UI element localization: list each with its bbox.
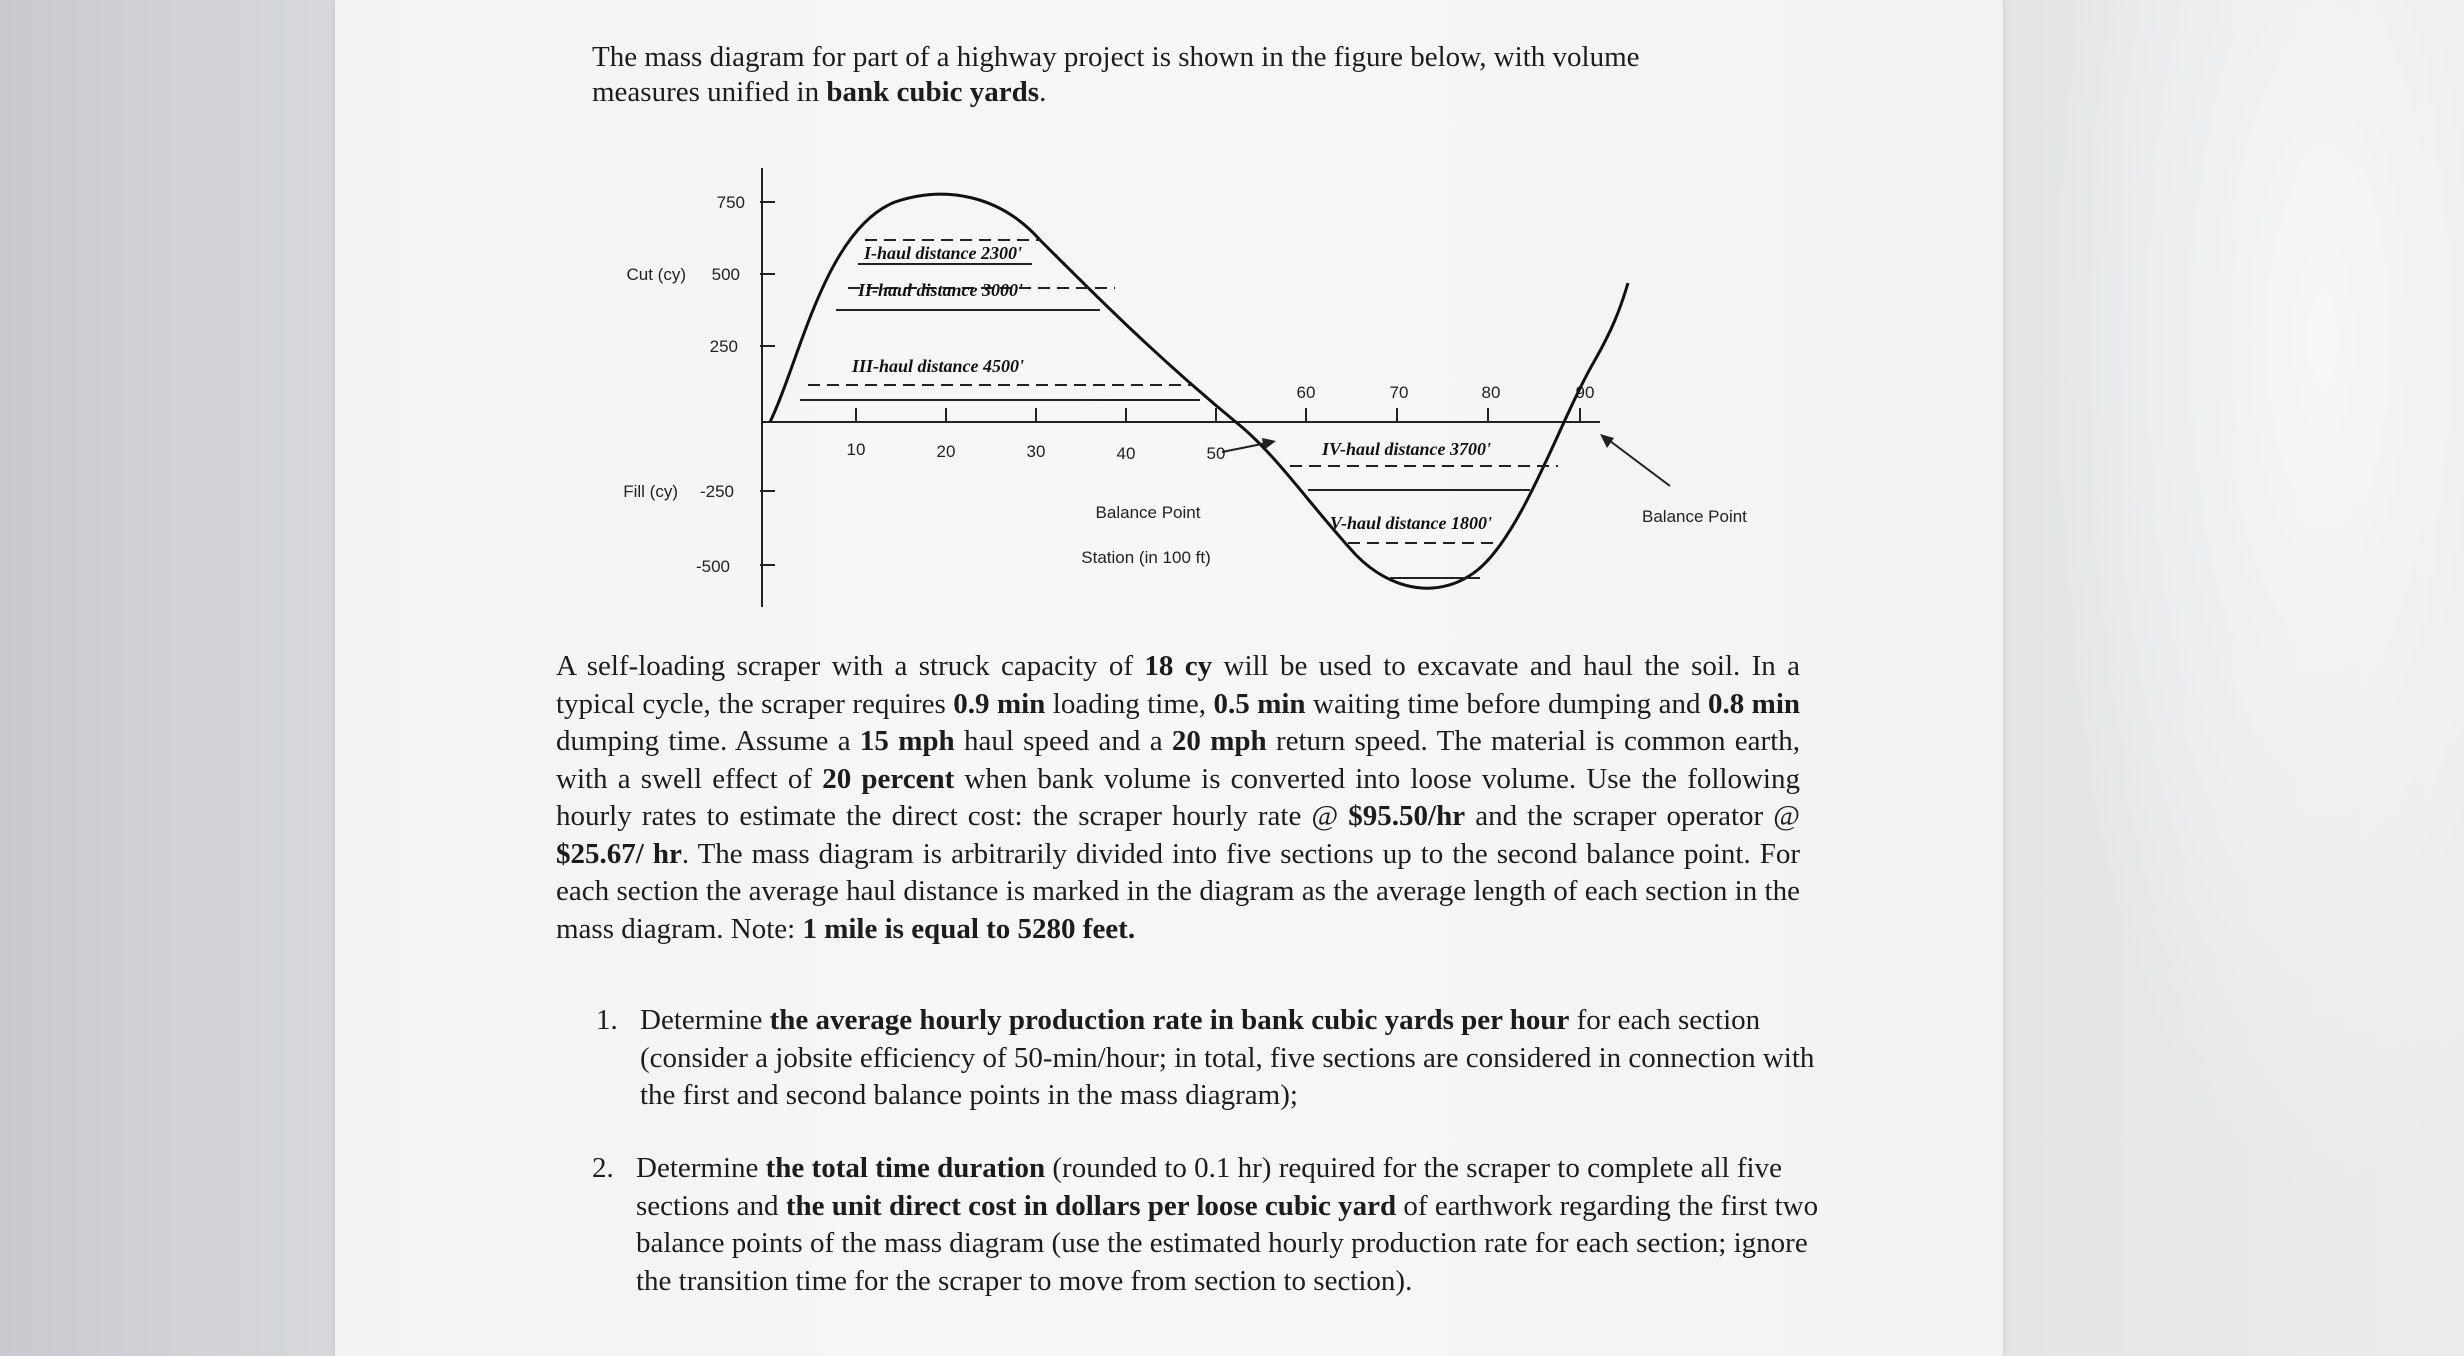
intro-text-1: The mass diagram for part of a highway project is shown in the figure below, with volume measures unified in (592, 41, 1640, 108)
question-1-bold-1: the average hourly production rate in bank cubic yards per hour (769, 1004, 1570, 1036)
intro-paragraph (592, 40, 1742, 110)
question-1-text-1: Determine (640, 1004, 770, 1036)
body-text-1: A self-loading scraper with a struck capacity of (556, 650, 1145, 682)
body-text-4: waiting time before dumping and (1305, 687, 1708, 720)
intro-bold-1: bank cubic yards (826, 76, 1040, 108)
haul-label-5: V-haul distance 1800' (1330, 513, 1493, 533)
balance-point-2-label: Balance Point (1642, 507, 1747, 526)
mass-diagram-figure (600, 160, 1747, 620)
haul-label-2: II-haul distance 3000' (858, 280, 1024, 300)
x-label-80: 80 (1481, 383, 1501, 402)
question-2-text-2: (rounded to 0.1 hr) required for the scraper to complete all five sections and (636, 1152, 1782, 1222)
balance-arrow-1-head (1262, 438, 1276, 450)
body-text-6: haul speed and a (954, 725, 1172, 757)
x-label-30: 30 (1026, 442, 1046, 461)
question-1-text-2: for each section (consider a jobsite efficiency of 50-min/hour; in total, five sections are considered in connection with the first and second balance points in the mass diagram); (640, 1004, 1815, 1111)
x-axis-title: Station (in 100 ft) (1081, 548, 1211, 567)
body-bold-scraper-rate: $95.50/hr (1348, 800, 1466, 832)
body-bold-capacity: 18 cy (1144, 650, 1213, 682)
x-label-20: 20 (936, 442, 956, 461)
intro-text-2: . (1039, 76, 1047, 108)
problem-statement (556, 648, 1800, 948)
body-text-5: dumping time. Assume a (556, 725, 860, 757)
body-bold-mile: 1 mile is equal to 5280 feet. (802, 912, 1136, 945)
body-bold-return-speed: 20 mph (1171, 725, 1267, 757)
balance-arrow-2-head (1600, 434, 1614, 448)
y-label-neg500: -500 (695, 557, 730, 576)
question-1 (596, 1002, 1844, 1115)
body-text-2: will be used to excavate and haul the soil. In a typical cycle, the scraper requires (556, 650, 1801, 720)
cut-axis-label: Cut (cy) (626, 265, 686, 284)
question-2-bold-2: the unit direct cost in dollars per loose cubic yard (785, 1189, 1397, 1222)
haul-label-1: I-haul distance 2300' (864, 243, 1023, 263)
y-label-250: 250 (709, 337, 738, 356)
body-text-10: . The mass diagram is arbitrarily divided into five sections up to the second balance point. For each section the average haul distance is marked in the diagram as the average length of each section in the mass diagram. Note: (556, 837, 1800, 945)
x-label-10: 10 (846, 440, 866, 459)
question-2-bold-1: the total time duration (765, 1152, 1046, 1184)
balance-point-1-label: Balance Point (1095, 503, 1201, 522)
body-text-9: and the scraper operator @ (1465, 800, 1800, 832)
question-2-number: 2. (592, 1152, 614, 1184)
x-label-60: 60 (1296, 383, 1316, 402)
y-label-750: 750 (716, 193, 745, 212)
mass-diagram-svg (600, 160, 1747, 620)
fill-axis-label: Fill (cy) (623, 482, 678, 501)
body-bold-waiting: 0.5 min (1213, 687, 1306, 720)
balance-arrow-2 (1606, 438, 1670, 486)
body-bold-dumping: 0.8 min (1707, 687, 1800, 720)
body-text-8: when bank volume is converted into loose volume. Use the following hourly rates to estimate the direct cost: the scraper hourly rate @ (556, 762, 1800, 832)
y-label-500: 500 (711, 265, 740, 284)
x-label-90: 90 (1575, 383, 1595, 402)
haul-label-3: III-haul distance 4500' (852, 356, 1025, 376)
x-label-40: 40 (1116, 444, 1136, 463)
light-glare (1994, 0, 2464, 1356)
body-text-3: loading time, (1045, 687, 1214, 720)
body-bold-loading: 0.9 min (953, 687, 1046, 720)
x-label-70: 70 (1389, 383, 1409, 402)
y-label-neg250: -250 (699, 482, 734, 501)
question-1-number: 1. (596, 1004, 618, 1036)
x-label-50: 50 (1206, 444, 1226, 463)
body-bold-swell: 20 percent (822, 762, 955, 795)
body-bold-haul-speed: 15 mph (859, 725, 955, 757)
question-2 (592, 1150, 1840, 1300)
haul-label-4: IV-haul distance 3700' (1322, 439, 1492, 459)
body-text-7: return speed. The material is common earth, with a swell effect of (556, 725, 1800, 795)
body-bold-operator-rate: $25.67/ hr (556, 837, 682, 870)
question-2-text-1: Determine (636, 1152, 766, 1184)
question-2-text-3: of earthwork regarding the first two balance points of the mass diagram (use the estimated hourly production rate for each section; ignore the transition time for the scraper to move from section to section). (636, 1189, 1819, 1297)
